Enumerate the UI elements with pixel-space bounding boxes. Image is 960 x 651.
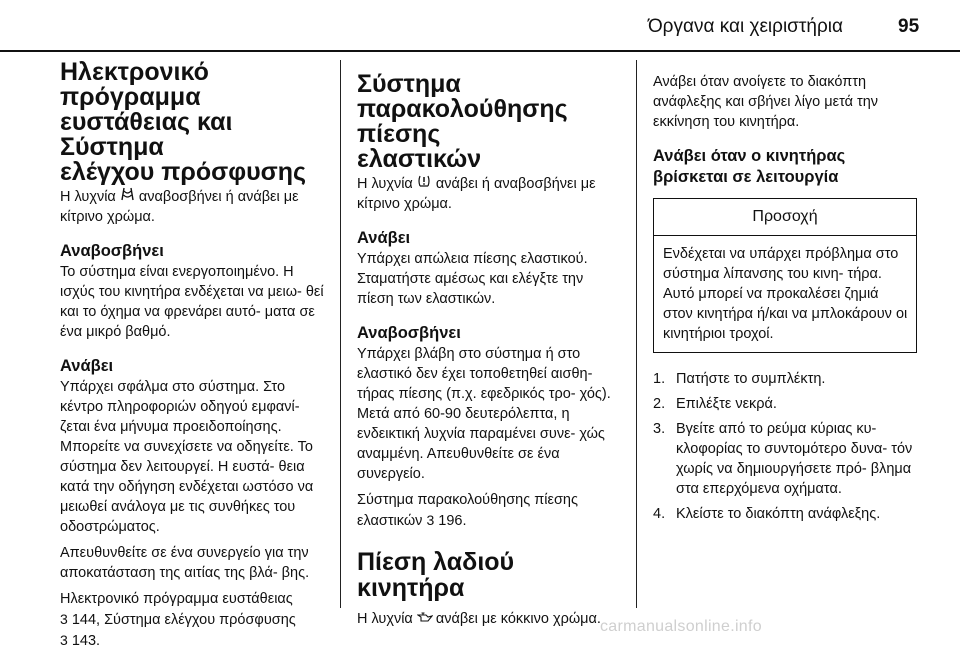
- list-item: 2. Επιλέξτε νεκρά.: [653, 396, 777, 412]
- tyre-pressure-icon: [417, 174, 432, 194]
- heading-engine-running: Ανάβει όταν ο κινητήρας βρίσκεται σε λειτουργία: [653, 147, 846, 186]
- esc-lit-text: Υπάρχει σφάλμα στο σύστημα. Στο κέντρο πληροφοριών οδηγού εμφανί- ζεται ένα μήνυμα προειδοποίησης. Μπορείτε να συνεχίσετε να οδηγείτε. Το σύστημα δεν λειτουργεί. Η ευστά- θεια κατά την οδήγηση ενδέχεται ωστόσο να μειωθεί ανάλογα με τις συνθήκες του οδοστρώματος.: [60, 379, 314, 535]
- reference-link[interactable]: 143.: [67, 633, 101, 649]
- heading-lit: Ανάβει: [357, 229, 411, 247]
- section-title-oil: Πίεση λαδιού κινητήρα: [357, 548, 515, 602]
- esc-reference: Ηλεκτρονικό πρόγραμμα ευστάθειας 3 144, Σύστημα ελέγχου πρόσφυσης 3 143.: [60, 591, 296, 649]
- column-2: [357, 72, 622, 629]
- arrow-ref-icon: 3: [60, 632, 68, 648]
- oil-intro-text: Ανάβει όταν ανοίγετε το διακόπτη ανάφλεξης και σβήνει λίγο μετά την εκκίνηση του κινητήρα.: [653, 74, 879, 130]
- title-line: ελαστικών: [357, 145, 482, 173]
- title-line: ελέγχου πρόσφυσης: [60, 158, 306, 186]
- tpms-lit-text: Υπάρχει απώλεια πίεσης ελαστικού. Σταματήστε αμέσως και ελέγξτε την πίεση των ελαστικών.: [357, 251, 588, 307]
- tpms-blinks-text: Υπάρχει βλάβη στο σύστημα ή στο ελαστικό δεν έχει τοποθετηθεί αισθη- τήρας πίεσης (π.χ. εφεδρικός τρο- χός). Μετά από 60-90 δευτερόλεπτα, η ενδεικτική λυχνία παραμένει συνε- χώς αναμμένη. Απευθυνθείτε σε ένα συνεργείο.: [357, 346, 611, 482]
- warning-text: Ενδέχεται να υπάρχει πρόβλημα στο σύστημα λίπανσης του κινη- τήρα. Αυτό μπορεί να προκαλέσει ζημιά στον κινητήρα ή/και να μπλοκάρουν οι κινητήριοι τροχοί.: [663, 246, 908, 342]
- section-title-tpms: [357, 72, 622, 172]
- heading-blinks: Αναβοσβήνει: [60, 242, 164, 260]
- warning-box: [653, 198, 917, 353]
- column-3: [653, 72, 918, 529]
- title-line: Σύστημα: [357, 70, 461, 98]
- traction-off-icon: [120, 187, 135, 207]
- tpms-intro: Η λυχνία ανάβει ή αναβοσβήνει με κίτρινο χρώμα.: [357, 176, 596, 212]
- esc-blinks-text: Το σύστημα είναι ενεργοποιημένο. Η ισχύς του κινητήρα ενδέχεται να μειω- θεί και το όχημα να φρενάρει αυτό- ματα σε ένα μικρό βαθμό.: [60, 264, 324, 340]
- arrow-ref-icon: 3: [60, 611, 68, 627]
- warning-title: Προσοχή: [654, 199, 916, 236]
- column-divider-1: [340, 60, 341, 608]
- reference-link[interactable]: 196.: [434, 513, 467, 529]
- oil-can-icon: [417, 609, 432, 629]
- heading-blinks: Αναβοσβήνει: [357, 324, 461, 342]
- column-1: [60, 60, 325, 651]
- arrow-ref-icon: 3: [426, 512, 435, 528]
- title-line: ευστάθειας και Σύστημα: [60, 108, 233, 161]
- heading-lit: Ανάβει: [60, 357, 114, 375]
- list-item: 1. Πατήστε το συμπλέκτη.: [653, 371, 826, 387]
- list-item: 4. Κλείστε το διακόπτη ανάφλεξης.: [653, 506, 881, 522]
- esc-contact-text: Απευθυνθείτε σε ένα συνεργείο για την αποκατάσταση της αιτίας της βλά- βης.: [60, 545, 310, 581]
- page-number: 95: [898, 16, 920, 37]
- header-rule: [0, 50, 960, 52]
- section-title-esc: [60, 60, 325, 185]
- esc-intro: Η λυχνία αναβοσβήνει ή ανάβει με κίτρινο χρώμα.: [60, 189, 299, 225]
- tpms-reference: Σύστημα παρακολούθησης πίεσης ελαστικών 3 196.: [357, 492, 578, 529]
- watermark: carmanualsonline.info: [600, 618, 762, 635]
- list-item: 3. Βγείτε από το ρεύμα κύριας κυ- κλοφορίας το συντομότερο δυνα- τόν χωρίς να δημιουργήσετε πρό- βλημα στα επερχόμενα οχήματα.: [653, 421, 913, 497]
- oil-intro: Η λυχνία ανάβει με κόκκινο χρώμα.: [357, 611, 601, 627]
- title-line: παρακολούθησης πίεσης: [357, 95, 568, 148]
- column-divider-2: [636, 60, 637, 608]
- title-line: Ηλεκτρονικό πρόγραμμα: [60, 58, 209, 111]
- steps-list: [653, 369, 918, 524]
- reference-link[interactable]: 144, Σύστημα ελέγχου πρόσφυσης: [67, 612, 296, 628]
- header-title: Όργανα και χειριστήρια: [647, 16, 843, 37]
